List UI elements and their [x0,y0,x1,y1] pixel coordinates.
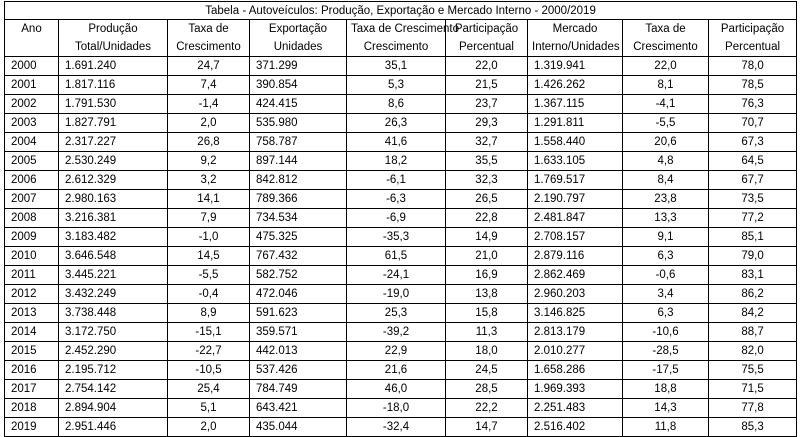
cell-participacao-exportacao[interactable]: 14,7 [446,418,528,437]
cell-producao[interactable]: 2.951.446 [59,418,168,437]
subheader-taxa-crescimento-exportacao[interactable]: Crescimento [347,38,446,57]
cell-exportacao[interactable]: 435.044 [250,418,347,437]
cell-taxa-crescimento-producao[interactable]: 5,1 [168,399,250,418]
cell-taxa-crescimento-exportacao[interactable]: -6,1 [347,171,446,190]
cell-taxa-crescimento-mercado[interactable]: 6,3 [623,304,709,323]
cell-participacao-exportacao[interactable]: 22,0 [446,57,528,76]
table-row [5,228,797,247]
cell-mercado-interno[interactable]: 2.813.179 [528,323,623,342]
table-row [5,114,797,133]
cell-producao[interactable]: 1.691.240 [59,57,168,76]
header-mercado-interno[interactable]: Mercado [528,20,623,39]
cell-mercado-interno[interactable]: 2.251.483 [528,399,623,418]
cell-ano[interactable]: 2008 [5,209,59,228]
cell-participacao-exportacao[interactable]: 22,2 [446,399,528,418]
cell-producao[interactable]: 2.317.227 [59,133,168,152]
cell-participacao-mercado[interactable]: 77,2 [709,209,797,228]
cell-exportacao[interactable]: 582.752 [250,266,347,285]
subheader-mercado-interno[interactable]: Interno/Unidades [528,38,623,57]
cell-participacao-mercado[interactable]: 73,5 [709,190,797,209]
cell-taxa-crescimento-mercado[interactable]: 8,4 [623,171,709,190]
cell-participacao-exportacao[interactable]: 35,5 [446,152,528,171]
cell-mercado-interno[interactable]: 1.969.393 [528,380,623,399]
cell-participacao-mercado[interactable]: 88,7 [709,323,797,342]
cell-mercado-interno[interactable]: 1.558.440 [528,133,623,152]
cell-taxa-crescimento-exportacao[interactable]: 35,1 [347,57,446,76]
cell-ano[interactable]: 2011 [5,266,59,285]
cell-mercado-interno[interactable]: 2.010.277 [528,342,623,361]
cell-taxa-crescimento-producao[interactable]: 14,5 [168,247,250,266]
table-row [5,380,797,399]
cell-taxa-crescimento-mercado[interactable]: 22,0 [623,57,709,76]
cell-exportacao[interactable]: 758.787 [250,133,347,152]
cell-producao[interactable]: 3.172.750 [59,323,168,342]
cell-participacao-exportacao[interactable]: 21,5 [446,76,528,95]
cell-mercado-interno[interactable]: 2.862.469 [528,266,623,285]
cell-taxa-crescimento-mercado[interactable]: -4,1 [623,95,709,114]
cell-participacao-mercado[interactable]: 79,0 [709,247,797,266]
subheader-ano[interactable] [5,38,59,57]
cell-participacao-mercado[interactable]: 75,5 [709,361,797,380]
header-participacao-mercado[interactable]: Participação [709,20,797,39]
cell-producao[interactable]: 3.738.448 [59,304,168,323]
cell-participacao-exportacao[interactable]: 15,8 [446,304,528,323]
cell-producao[interactable]: 2.894.904 [59,399,168,418]
cell-exportacao[interactable]: 390.854 [250,76,347,95]
cell-taxa-crescimento-exportacao[interactable]: -39,2 [347,323,446,342]
header-taxa-crescimento-mercado[interactable]: Taxa de [623,20,709,39]
cell-exportacao[interactable]: 767.432 [250,247,347,266]
table-row [5,342,797,361]
cell-producao[interactable]: 2.195.712 [59,361,168,380]
cell-mercado-interno[interactable]: 2.708.157 [528,228,623,247]
cell-taxa-crescimento-exportacao[interactable]: -19,0 [347,285,446,304]
cell-exportacao[interactable]: 842.812 [250,171,347,190]
cell-participacao-exportacao[interactable]: 29,3 [446,114,528,133]
cell-taxa-crescimento-exportacao[interactable]: 8,6 [347,95,446,114]
cell-ano[interactable]: 2015 [5,342,59,361]
cell-exportacao[interactable]: 371.299 [250,57,347,76]
cell-taxa-crescimento-producao[interactable]: 25,4 [168,380,250,399]
subheader-exportacao[interactable]: Unidades [250,38,347,57]
cell-taxa-crescimento-mercado[interactable]: 9,1 [623,228,709,247]
cell-participacao-mercado[interactable]: 77,8 [709,399,797,418]
cell-participacao-mercado[interactable]: 82,0 [709,342,797,361]
cell-exportacao[interactable]: 424.415 [250,95,347,114]
cell-taxa-crescimento-mercado[interactable]: 8,1 [623,76,709,95]
cell-exportacao[interactable]: 643.421 [250,399,347,418]
cell-ano[interactable]: 2007 [5,190,59,209]
cell-mercado-interno[interactable]: 3.146.825 [528,304,623,323]
cell-taxa-crescimento-mercado[interactable]: 23,8 [623,190,709,209]
cell-participacao-mercado[interactable]: 85,1 [709,228,797,247]
cell-exportacao[interactable]: 784.749 [250,380,347,399]
header-taxa-crescimento-exportacao[interactable]: Taxa de Crescimento [347,20,446,39]
cell-participacao-mercado[interactable]: 70,7 [709,114,797,133]
cell-exportacao[interactable]: 897.144 [250,152,347,171]
cell-taxa-crescimento-exportacao[interactable]: 21,6 [347,361,446,380]
cell-mercado-interno[interactable]: 1.291.811 [528,114,623,133]
cell-participacao-mercado[interactable]: 64,5 [709,152,797,171]
header-ano[interactable]: Ano [5,20,59,39]
cell-participacao-exportacao[interactable]: 32,3 [446,171,528,190]
cell-taxa-crescimento-producao[interactable]: 9,2 [168,152,250,171]
cell-taxa-crescimento-exportacao[interactable]: -32,4 [347,418,446,437]
cell-taxa-crescimento-mercado[interactable]: 20,6 [623,133,709,152]
cell-taxa-crescimento-producao[interactable]: -10,5 [168,361,250,380]
table-row [5,285,797,304]
cell-taxa-crescimento-producao[interactable]: -1,4 [168,95,250,114]
cell-taxa-crescimento-mercado[interactable]: -10,6 [623,323,709,342]
cell-mercado-interno[interactable]: 2.516.402 [528,418,623,437]
cell-producao[interactable]: 3.432.249 [59,285,168,304]
cell-taxa-crescimento-producao[interactable]: 3,2 [168,171,250,190]
cell-taxa-crescimento-producao[interactable]: 24,7 [168,57,250,76]
cell-mercado-interno[interactable]: 1.658.286 [528,361,623,380]
table-row [5,133,797,152]
cell-taxa-crescimento-exportacao[interactable]: -6,9 [347,209,446,228]
table-row [5,76,797,95]
subheader-taxa-crescimento-mercado[interactable]: Crescimento [623,38,709,57]
cell-taxa-crescimento-producao[interactable]: 2,0 [168,114,250,133]
cell-taxa-crescimento-mercado[interactable]: -28,5 [623,342,709,361]
cell-taxa-crescimento-exportacao[interactable]: 5,3 [347,76,446,95]
cell-ano[interactable]: 2018 [5,399,59,418]
cell-producao[interactable]: 2.980.163 [59,190,168,209]
cell-taxa-crescimento-producao[interactable]: 7,4 [168,76,250,95]
cell-participacao-exportacao[interactable]: 28,5 [446,380,528,399]
cell-producao[interactable]: 3.216.381 [59,209,168,228]
cell-exportacao[interactable]: 442.013 [250,342,347,361]
cell-ano[interactable]: 2019 [5,418,59,437]
cell-taxa-crescimento-mercado[interactable]: -5,5 [623,114,709,133]
subheader-participacao-mercado[interactable]: Percentual [709,38,797,57]
cell-taxa-crescimento-producao[interactable]: -5,5 [168,266,250,285]
cell-mercado-interno[interactable]: 1.633.105 [528,152,623,171]
cell-participacao-exportacao[interactable]: 26,5 [446,190,528,209]
cell-participacao-exportacao[interactable]: 23,7 [446,95,528,114]
cell-participacao-mercado[interactable]: 71,5 [709,380,797,399]
cell-mercado-interno[interactable]: 1.426.262 [528,76,623,95]
cell-taxa-crescimento-mercado[interactable]: 6,3 [623,247,709,266]
cell-participacao-mercado[interactable]: 84,2 [709,304,797,323]
cell-participacao-exportacao[interactable]: 18,0 [446,342,528,361]
cell-taxa-crescimento-mercado[interactable]: -0,6 [623,266,709,285]
cell-ano[interactable]: 2000 [5,57,59,76]
cell-exportacao[interactable]: 475.325 [250,228,347,247]
cell-ano[interactable]: 2014 [5,323,59,342]
table-row [5,152,797,171]
cell-participacao-mercado[interactable]: 76,3 [709,95,797,114]
cell-producao[interactable]: 3.183.482 [59,228,168,247]
cell-taxa-crescimento-exportacao[interactable]: 46,0 [347,380,446,399]
cell-taxa-crescimento-producao[interactable]: 2,0 [168,418,250,437]
cell-exportacao[interactable]: 734.534 [250,209,347,228]
header-taxa-crescimento-producao[interactable]: Taxa de [168,20,250,39]
cell-taxa-crescimento-producao[interactable]: 7,9 [168,209,250,228]
cell-taxa-crescimento-producao[interactable]: -1,0 [168,228,250,247]
cell-exportacao[interactable]: 359.571 [250,323,347,342]
cell-taxa-crescimento-exportacao[interactable]: -18,0 [347,399,446,418]
cell-participacao-exportacao[interactable]: 24,5 [446,361,528,380]
cell-producao[interactable]: 2.452.290 [59,342,168,361]
cell-mercado-interno[interactable]: 1.367.115 [528,95,623,114]
cell-taxa-crescimento-exportacao[interactable]: 41,6 [347,133,446,152]
table-row [5,209,797,228]
cell-ano[interactable]: 2002 [5,95,59,114]
cell-mercado-interno[interactable]: 2.190.797 [528,190,623,209]
cell-participacao-mercado[interactable]: 86,2 [709,285,797,304]
autoveiculos-table [4,1,797,437]
cell-producao[interactable]: 3.646.548 [59,247,168,266]
cell-taxa-crescimento-exportacao[interactable]: -6,3 [347,190,446,209]
subheader-producao[interactable]: Total/Unidades [59,38,168,57]
cell-ano[interactable]: 2016 [5,361,59,380]
cell-taxa-crescimento-exportacao[interactable]: 26,3 [347,114,446,133]
cell-producao[interactable]: 3.445.221 [59,266,168,285]
cell-taxa-crescimento-mercado[interactable]: 3,4 [623,285,709,304]
cell-taxa-crescimento-mercado[interactable]: 14,3 [623,399,709,418]
cell-ano[interactable]: 2010 [5,247,59,266]
cell-participacao-exportacao[interactable]: 11,3 [446,323,528,342]
cell-taxa-crescimento-producao[interactable]: 8,9 [168,304,250,323]
cell-participacao-mercado[interactable]: 83,1 [709,266,797,285]
cell-participacao-mercado[interactable]: 85,3 [709,418,797,437]
cell-mercado-interno[interactable]: 2.960.203 [528,285,623,304]
table-row [5,95,797,114]
table-row [5,361,797,380]
cell-participacao-exportacao[interactable]: 14,9 [446,228,528,247]
cell-taxa-crescimento-mercado[interactable]: 13,3 [623,209,709,228]
cell-mercado-interno[interactable]: 1.319.941 [528,57,623,76]
table-row [5,190,797,209]
cell-taxa-crescimento-mercado[interactable]: 18,8 [623,380,709,399]
cell-mercado-interno[interactable]: 1.769.517 [528,171,623,190]
cell-producao[interactable]: 2.754.142 [59,380,168,399]
table-title[interactable]: Tabela - Autoveículos: Produção, Exportação e Mercado Interno - 2000/2019 [5,2,797,20]
cell-ano[interactable]: 2013 [5,304,59,323]
cell-ano[interactable]: 2005 [5,152,59,171]
cell-exportacao[interactable]: 591.623 [250,304,347,323]
cell-taxa-crescimento-exportacao[interactable]: 61,5 [347,247,446,266]
cell-participacao-exportacao[interactable]: 21,0 [446,247,528,266]
cell-ano[interactable]: 2003 [5,114,59,133]
cell-taxa-crescimento-exportacao[interactable]: 18,2 [347,152,446,171]
cell-exportacao[interactable]: 537.426 [250,361,347,380]
header-producao[interactable]: Produção [59,20,168,39]
cell-taxa-crescimento-producao[interactable]: 14,1 [168,190,250,209]
cell-participacao-exportacao[interactable]: 22,8 [446,209,528,228]
cell-taxa-crescimento-producao[interactable]: -0,4 [168,285,250,304]
cell-taxa-crescimento-producao[interactable]: -22,7 [168,342,250,361]
cell-taxa-crescimento-exportacao[interactable]: 22,9 [347,342,446,361]
table-row [5,418,797,437]
cell-participacao-mercado[interactable]: 78,0 [709,57,797,76]
header-exportacao[interactable]: Exportação [250,20,347,39]
cell-ano[interactable]: 2004 [5,133,59,152]
subheader-participacao-exportacao[interactable]: Percentual [446,38,528,57]
cell-participacao-exportacao[interactable]: 32,7 [446,133,528,152]
cell-participacao-exportacao[interactable]: 13,8 [446,285,528,304]
cell-producao[interactable]: 2.530.249 [59,152,168,171]
cell-participacao-exportacao[interactable]: 16,9 [446,266,528,285]
cell-taxa-crescimento-producao[interactable]: -15,1 [168,323,250,342]
cell-participacao-mercado[interactable]: 67,7 [709,171,797,190]
cell-mercado-interno[interactable]: 2.879.116 [528,247,623,266]
cell-ano[interactable]: 2017 [5,380,59,399]
cell-taxa-crescimento-exportacao[interactable]: 25,3 [347,304,446,323]
cell-ano[interactable]: 2006 [5,171,59,190]
table-row [5,171,797,190]
cell-producao[interactable]: 2.612.329 [59,171,168,190]
cell-ano[interactable]: 2001 [5,76,59,95]
cell-participacao-mercado[interactable]: 78,5 [709,76,797,95]
table-row [5,323,797,342]
cell-ano[interactable]: 2012 [5,285,59,304]
cell-taxa-crescimento-mercado[interactable]: 11,8 [623,418,709,437]
cell-ano[interactable]: 2009 [5,228,59,247]
cell-taxa-crescimento-mercado[interactable]: 4,8 [623,152,709,171]
table-row [5,266,797,285]
cell-producao[interactable]: 1.827.791 [59,114,168,133]
cell-participacao-mercado[interactable]: 67,3 [709,133,797,152]
cell-taxa-crescimento-mercado[interactable]: -17,5 [623,361,709,380]
cell-taxa-crescimento-exportacao[interactable]: -35,3 [347,228,446,247]
table-row [5,247,797,266]
subheader-taxa-crescimento-producao[interactable]: Crescimento [168,38,250,57]
table-row [5,399,797,418]
table-row [5,57,797,76]
cell-exportacao[interactable]: 472.046 [250,285,347,304]
header-participacao-exportacao[interactable]: Participação [446,20,528,39]
table-row [5,304,797,323]
cell-taxa-crescimento-exportacao[interactable]: -24,1 [347,266,446,285]
cell-mercado-interno[interactable]: 2.481.847 [528,209,623,228]
cell-producao[interactable]: 1.791.530 [59,95,168,114]
cell-exportacao[interactable]: 789.366 [250,190,347,209]
cell-taxa-crescimento-producao[interactable]: 26,8 [168,133,250,152]
cell-producao[interactable]: 1.817.116 [59,76,168,95]
cell-exportacao[interactable]: 535.980 [250,114,347,133]
